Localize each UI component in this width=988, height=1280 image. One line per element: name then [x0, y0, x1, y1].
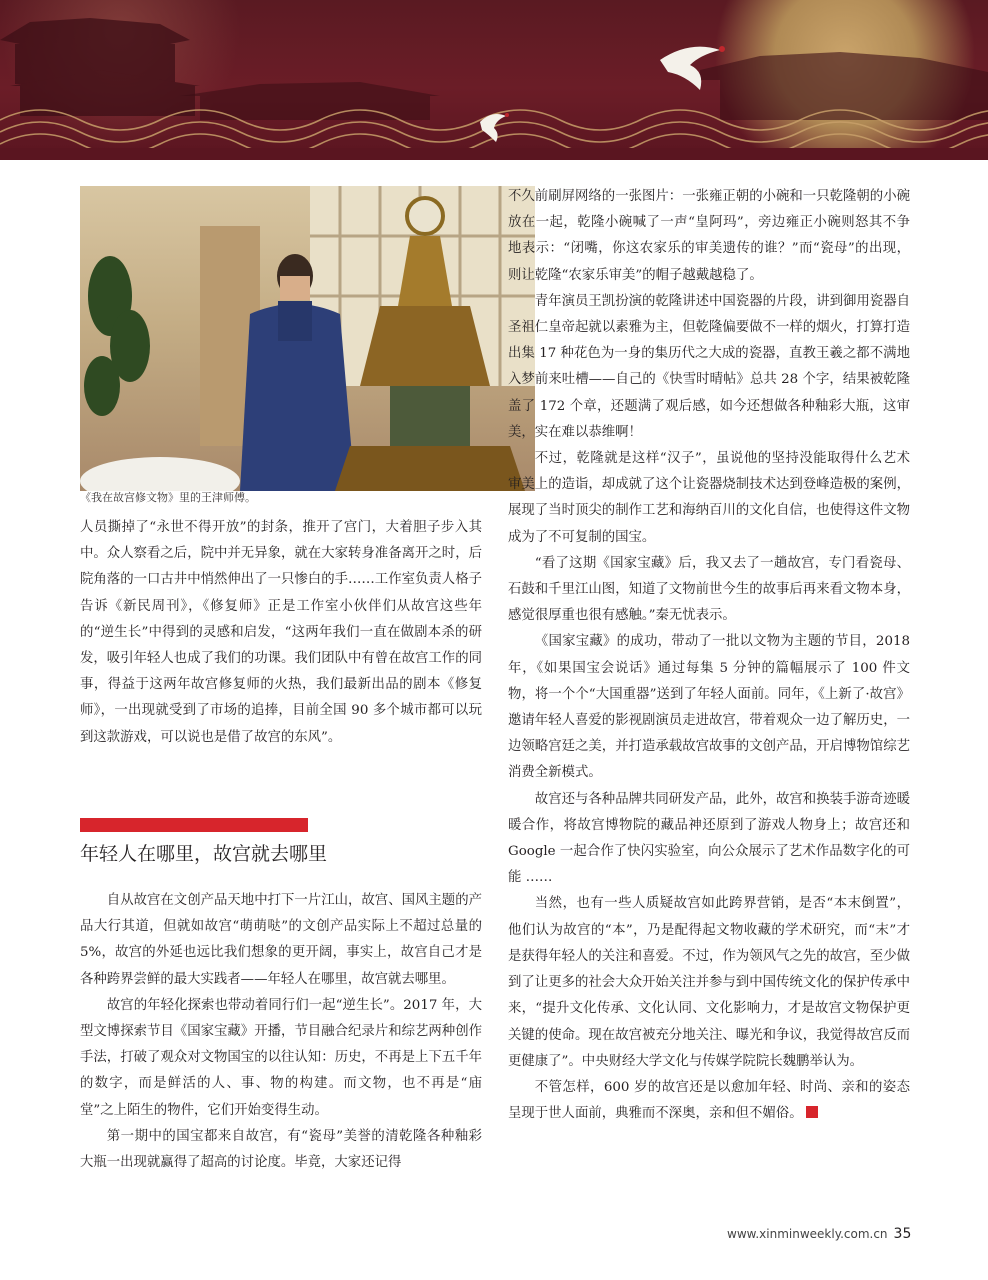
paragraph: 当然，也有一些人质疑故宫如此跨界营销，是否“本末倒置”，他们认为故宫的“本”，乃是配得起文物收藏的学术研究，而“末”才是获得年轻人的关注和喜爱。不过，作为领风气之先的故宫，至少做到了让更多的社会大众开始关注并参与到中国传统文化的保护传承中来，“提升文化传承、文化认同、文化影响力，才是故宫文物保护更关键的使命。现在故宫被充分地关注、曝光和争议，我觉得故宫反而更健康了”。中央财经大学文化与传媒学院院长魏鹏举认为。: [508, 896, 910, 1069]
paragraph: 《国家宝藏》的成功，带动了一批以文物为主题的节目，2018 年，《如果国宝会说话》通过每集 5 分钟的篇幅展示了 100 件文物，将一个个“大国重器”送到了年轻人面前。同年，《上新了·故宫》邀请年轻人喜爱的影视剧演员走进故宫，带着观众一边了解历史，一边领略宫廷之美，并打造承载故宫故事的文创产品，开启博物馆综艺消费全新模式。: [508, 634, 910, 781]
section-heading: 年轻人在哪里，故宫就去哪里: [80, 843, 328, 865]
article-column-left-top: [80, 515, 482, 751]
end-mark-icon: [806, 1106, 818, 1118]
footer-url: www.xinminweekly.com.cn: [727, 1227, 888, 1241]
paragraph: 不久前刷屏网络的一张图片：一张雍正朝的小碗和一只乾隆朝的小碗放在一起，乾隆小碗喊了一声“皇阿玛”，旁边雍正小碗则怒其不争地表示：“闭嘴，你这农家乐的审美遗传的谁？”而“瓷母”的出现，则让乾隆“农家乐审美”的帽子越戴越稳了。: [508, 189, 910, 283]
palace-silhouette-right: [180, 52, 988, 120]
paragraph: “看了这期《国家宝藏》后，我又去了一趟故宫，专门看瓷母、石鼓和千里江山图，知道了文物前世今生的故事后再来看文物本身，感觉很厚重也很有感触。”秦无忧表示。: [508, 555, 910, 624]
section-rule: [80, 818, 308, 832]
paragraph: 青年演员王凯扮演的乾隆讲述中国瓷器的片段，讲到御用瓷器自圣祖仁皇帝起就以素雅为主，但乾隆偏要做不一样的烟火，打算打造出集 17 种花色为一身的集历代之大成的瓷器，直教王羲之都不满地入梦前来吐槽——自己的《快雪时晴帖》总共 28 个字，结果被乾隆盖了 172 个章，还题满了观后感，如今还想做各种釉彩大瓶，这审美，实在难以恭维啊！: [508, 293, 910, 440]
paragraph: 不过，乾隆就是这样“汉子”，虽说他的坚持没能取得什么艺术审美上的造诣，却成就了这个让瓷器烧制技术达到登峰造极的案例，展现了当时顶尖的制作工艺和海纳百川的文化自信，也使得这件文物成为了不可复制的国宝。: [508, 451, 910, 545]
paragraph: 故宫的年轻化探索也带动着同行们一起“逆生长”。2017 年，大型文博探索节目《国家宝藏》开播，节目融合纪录片和综艺两种创作手法，打破了观众对文物国宝的以往认知：历史，不再是上下五千年的数字，而是鲜活的人、事、物的构建。而文物，也不再是“庙堂”之上陌生的物件，它们开始变得生动。: [80, 997, 482, 1118]
paragraph: 不管怎样，600 岁的故宫还是以愈加年轻、时尚、亲和的姿态呈现于世人面前，典雅而不深奥，亲和但不媚俗。: [508, 1079, 910, 1122]
photo-restorer-with-clock: [80, 186, 535, 491]
photo-illustration: [80, 186, 535, 491]
paragraph: 自从故宫在文创产品天地中打下一片江山，故宫、国风主题的产品大行其道，但就如故宫“萌萌哒”的文创产品实际上不超过总量的 5%，故宫的外延也远比我们想象的更开阔，事实上，故宫自己才是各种跨界尝鲜的最大实践者——年轻人在哪里，故宫就去哪里。: [80, 893, 482, 987]
photo-caption: 《我在故宫修文物》里的王津师傅。: [80, 491, 256, 504]
page-number: 35: [893, 1226, 912, 1242]
page-footer: [727, 1226, 911, 1242]
header-banner: [0, 0, 988, 160]
article-column-left-bottom: [80, 888, 482, 1176]
article-column-right: [508, 184, 910, 1127]
palace-silhouette-left: [0, 18, 200, 116]
paragraph: 人员撕掉了“永世不得开放”的封条，推开了宫门，大着胆子步入其中。众人察看之后，院中并无异象，就在大家转身准备离开之时，后院角落的一口古井中悄然伸出了一只惨白的手……工作室负责人格子告诉《新民周刊》，《修复师》正是工作室小伙伴们从故宫这些年的“逆生长”中得到的灵感和启发，“这两年我们一直在做剧本杀的研发，吸引年轻人也成了我们的功课。我们团队中有曾在故宫工作的同事，得益于这两年故宫修复师的火热，我们最新出品的剧本《修复师》，一出现就受到了市场的追捧，目前全国 90 多个城市都可以玩到这款游戏，可以说也是借了故宫的东风”。: [80, 520, 482, 745]
paragraph: 第一期中的国宝都来自故宫，有“瓷母”美誉的清乾隆各种釉彩大瓶一出现就赢得了超高的讨论度。毕竟，大家还记得: [80, 1128, 482, 1171]
paragraph: 故宫还与各种品牌共同研发产品，此外，故宫和换装手游奇迹暖暖合作，将故宫博物院的藏品神还原到了游戏人物身上；故宫还和 Google 一起合作了快闪实验室，向公众展示了艺术作品数字化的可能 ……: [508, 791, 910, 886]
banner-illustration: [0, 0, 988, 160]
